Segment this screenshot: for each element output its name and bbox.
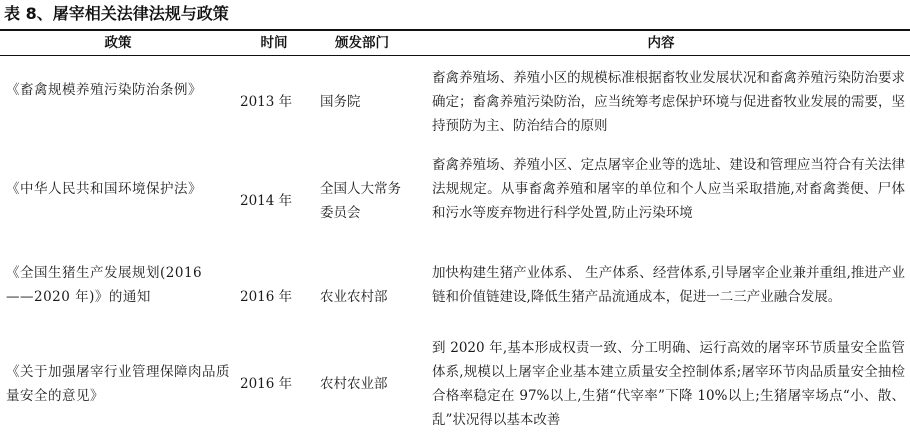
row-year: 2013 年 [240,94,293,110]
row-year: 2016 年 [240,289,293,305]
row-content: 加快构建生猪产业体系、 生产体系、经营体系,引导屠宰企业兼并重组,推进产业链和价值链建设,降低生猪产品流通成本，促进一二三产业融合发展。 [432,265,905,305]
table-row [0,153,910,249]
row-content: 到 2020 年,基本形成权责一致、分工明确、运行高效的屠宰环节质量安全监管体系,规模以上屠宰企业基本建立质量安全控制体系;屠宰环节肉品质量安全抽检合格率稳定在 97%以上,生猪“代宰率”下降 10%以上;生猪屠宰场点“小、散、乱”状况得以基本改善 [432,340,905,428]
row-year: 2016 年 [240,376,293,392]
table-row [0,261,910,333]
row-dept: 国务院 [320,94,361,110]
header-year: 时间 [260,35,288,51]
row-dept: 全国人大常务委员会 [320,181,401,221]
table-row [0,66,910,138]
row-policy-name: 《关于加强屠宰行业管理保障肉品质量安全的意见》 [6,364,230,404]
row-policy-name: 《中华人民共和国环境保护法》 [6,181,202,197]
row-year: 2014 年 [240,193,293,209]
table-row [0,336,910,432]
row-content: 畜禽养殖场、养殖小区的规模标准根据畜牧业发展状况和畜禽养殖污染防治要求确定；畜禽养殖污染防治，应当统筹考虑保护环境与促进畜牧业发展的需要，坚持预防为主、防治结合的原则 [432,70,905,134]
row-dept: 农村农业部 [320,376,388,392]
table-title: 表 8、屠宰相关法律法规与政策 [4,4,229,23]
row-dept: 农业农村部 [320,289,388,305]
header-rule [0,55,910,56]
row-content: 畜禽养殖场、养殖小区、定点屠宰企业等的选址、建设和管理应当符合有关法律法规规定。从事畜禽养殖和屠宰的单位和个人应当采取措施,对畜禽粪便、尸体和污水等废弃物进行科学处置,防止污染环境 [432,157,905,221]
header-dept: 颁发部门 [335,35,389,51]
header-policy: 政策 [104,35,132,51]
row-policy-name: 《畜禽规模养殖污染防治条例》 [6,82,202,98]
row-policy-name: 《全国生猪生产发展规划(2016——2020 年)》的通知 [6,265,203,305]
header-content: 内容 [647,35,675,51]
table-header-row [0,31,910,55]
